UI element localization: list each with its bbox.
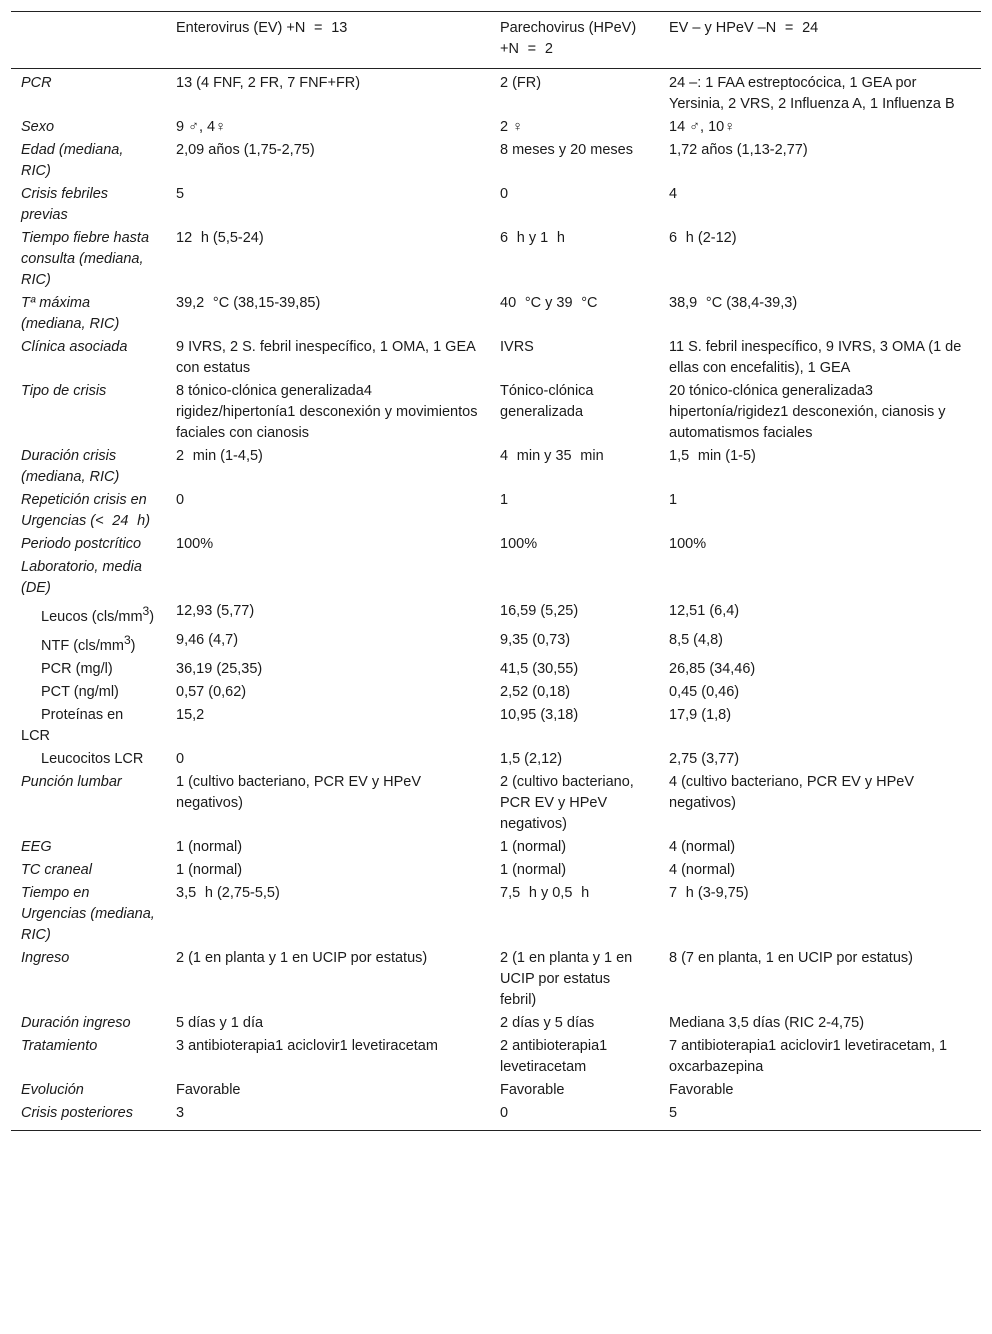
table-row — [11, 533, 981, 556]
table-row — [11, 1079, 981, 1102]
cell-c1: 2,09 años (1,75-2,75) — [176, 142, 315, 158]
table-row — [11, 629, 981, 658]
cell-c2: 6 h y 1 h — [500, 230, 565, 246]
table-header-row — [11, 12, 981, 69]
row-label-sub — [11, 600, 166, 629]
cell-c1: 9 IVRS, 2 S. febril inespecífico, 1 OMA, 1 GEA con estatus — [176, 339, 475, 376]
table-row — [11, 836, 981, 859]
table-row — [11, 292, 981, 336]
cell-c3: Mediana 3,5 días (RIC 2-4,75) — [669, 1014, 865, 1031]
cell-c1: 9 ♂, 4♀ — [176, 119, 226, 135]
cell-c2: 10,95 (3,18) — [500, 706, 579, 723]
cell-c3: 8,5 (4,8) — [669, 631, 723, 648]
cell-c1: 1 (normal) — [176, 838, 243, 855]
row-label: Repetición crisis en Urgencias (< 24 h) — [21, 492, 151, 529]
cell-c2: 2 (1 en planta y 1 en UCIP por estatus febril) — [500, 949, 633, 1008]
cell-c1: 8 tónico-clónica generalizada4 rigidez/hipertonía1 desconexión y movimientos faciales con cianosis — [176, 383, 478, 441]
cell-c3 — [659, 556, 981, 600]
row-label: Crisis febriles previas — [21, 186, 109, 223]
cell-c1 — [166, 556, 490, 600]
table-row — [11, 116, 981, 139]
cell-c1: 2 (1 en planta y 1 en UCIP por estatus) — [176, 949, 428, 966]
cell-c2: 2 (cultivo bacteriano, PCR EV y HPeV negativos) — [500, 773, 634, 832]
cell-c1: 0 — [176, 750, 185, 767]
cell-c3: 4 — [669, 186, 678, 202]
cell-c1: 36,19 (25,35) — [176, 660, 263, 677]
row-label: Ingreso — [21, 949, 70, 966]
row-label: Tiempo fiebre hasta consulta (mediana, RIC) — [21, 230, 150, 288]
cell-c3: 6 h (2-12) — [669, 230, 737, 246]
table-row — [11, 336, 981, 380]
row-label-sub — [11, 748, 166, 771]
table-row — [11, 859, 981, 882]
row-label: Periodo postcrítico — [21, 536, 142, 552]
cell-c3: 2,75 (3,77) — [669, 750, 740, 767]
cell-c2: 0 — [500, 186, 509, 202]
row-label-text: Leucos (cls/mm — [41, 608, 143, 625]
cell-c2: 4 min y 35 min — [500, 448, 604, 464]
row-label: EEG — [21, 838, 52, 855]
cell-c3: 4 (cultivo bacteriano, PCR EV y HPeV negativos) — [669, 773, 914, 811]
cell-c2: 2 días y 5 días — [500, 1014, 595, 1031]
row-label-sub — [11, 704, 166, 748]
table-row — [11, 183, 981, 227]
row-label: Edad (mediana, RIC) — [21, 142, 124, 179]
cell-c3: 26,85 (34,46) — [669, 660, 756, 677]
row-label-text: PCR (mg/l) — [41, 660, 113, 677]
row-label-sub — [11, 681, 166, 704]
cell-c3: 38,9 °C (38,4-39,3) — [669, 295, 798, 311]
cell-c1: 13 (4 FNF, 2 FR, 7 FNF+FR) — [176, 75, 361, 91]
cell-c2: 40 °C y 39 °C — [500, 295, 598, 311]
unit-superscript: 3 — [142, 604, 150, 618]
table-row — [11, 748, 981, 771]
cell-c3: 11 S. febril inespecífico, 9 IVRS, 3 OMA (1 de ellas con encefalitis), 1 GEA — [669, 339, 962, 376]
row-label: Tipo de crisis — [21, 383, 107, 399]
cell-c1: 39,2 °C (38,15-39,85) — [176, 295, 321, 311]
table-row — [11, 139, 981, 183]
cell-c3: 7 antibioterapia1 aciclovir1 levetiracetam, 1 oxcarbazepina — [669, 1037, 948, 1075]
table-row — [11, 69, 981, 117]
cell-c2: 9,35 (0,73) — [500, 631, 571, 648]
cell-c2: 1 — [500, 492, 509, 508]
row-label: Evolución — [21, 1081, 84, 1098]
cell-c1: 100% — [176, 536, 214, 552]
header-cell-negative: EV – y HPeV –N = 24 — [669, 20, 819, 36]
cell-c2: 41,5 (30,55) — [500, 660, 579, 677]
cell-c2: 2 antibioterapia1 levetiracetam — [500, 1037, 608, 1075]
cell-c2 — [490, 556, 659, 600]
cell-c2: 1 (normal) — [500, 861, 567, 878]
cell-c1: 0 — [176, 492, 185, 508]
row-label: Laboratorio, media (DE) — [21, 559, 142, 596]
clinical-comparison-table — [11, 11, 981, 1131]
cell-c1: 2 min (1-4,5) — [176, 448, 263, 464]
unit-close: ) — [130, 637, 136, 654]
cell-c3: 4 (normal) — [669, 861, 736, 878]
cell-c3: 12,51 (6,4) — [669, 603, 740, 619]
unit-close: ) — [149, 608, 155, 625]
cell-c1: 12,93 (5,77) — [176, 603, 255, 619]
row-label: Tratamiento — [21, 1037, 98, 1054]
cell-c3: 4 (normal) — [669, 838, 736, 855]
cell-c1: 3 — [176, 1104, 185, 1121]
row-label-sub — [11, 658, 166, 681]
cell-c3: 0,45 (0,46) — [669, 683, 740, 700]
table-row — [11, 947, 981, 1012]
table-body — [11, 69, 981, 1131]
table-row — [11, 556, 981, 600]
table-row — [11, 227, 981, 292]
cell-c2: Favorable — [500, 1081, 565, 1098]
cell-c2: 1 (normal) — [500, 838, 567, 855]
cell-c2: IVRS — [500, 339, 534, 355]
table-row — [11, 1012, 981, 1035]
cell-c2: 2 ♀ — [500, 119, 523, 135]
cell-c3: 100% — [669, 536, 707, 552]
table-row — [11, 489, 981, 533]
row-label-text: Proteínas en LCR — [21, 706, 124, 744]
cell-c2: 16,59 (5,25) — [500, 603, 579, 619]
cell-c1: 1 (normal) — [176, 861, 243, 878]
table-row — [11, 771, 981, 836]
cell-c1: 5 días y 1 día — [176, 1014, 264, 1031]
cell-c2: 8 meses y 20 meses — [500, 142, 633, 158]
row-label: PCR — [21, 75, 52, 91]
table-row — [11, 704, 981, 748]
cell-c2: 7,5 h y 0,5 h — [500, 884, 590, 901]
cell-c3: 1 — [669, 492, 678, 508]
cell-c3: 7 h (3-9,75) — [669, 884, 749, 901]
cell-c1: 3 antibioterapia1 aciclovir1 levetiracetam — [176, 1037, 438, 1054]
header-cell-parechovirus: Parechovirus (HPeV) +N = 2 — [500, 20, 637, 57]
cell-c3: 17,9 (1,8) — [669, 706, 732, 723]
cell-c1: Favorable — [176, 1081, 241, 1098]
header-cell-enterovirus: Enterovirus (EV) +N = 13 — [176, 20, 348, 36]
row-label-text: Leucocitos LCR — [41, 750, 144, 767]
row-label-sub — [11, 629, 166, 658]
cell-c3: 1,5 min (1-5) — [669, 448, 756, 464]
cell-c3: 24 –: 1 FAA estreptocócica, 1 GEA por Yersinia, 2 VRS, 2 Influenza A, 1 Influenza B — [669, 75, 955, 112]
cell-c2: Tónico-clónica generalizada — [500, 383, 594, 420]
table-row — [11, 1102, 981, 1131]
row-label: TC craneal — [21, 861, 92, 878]
table-row — [11, 600, 981, 629]
row-label: Tiempo en Urgencias (mediana, RIC) — [21, 884, 155, 943]
row-label-text: NTF (cls/mm — [41, 637, 124, 654]
cell-c1: 3,5 h (2,75-5,5) — [176, 884, 280, 901]
table-row — [11, 445, 981, 489]
row-label: Clínica asociada — [21, 339, 128, 355]
row-label-text: PCT (ng/ml) — [41, 683, 119, 700]
cell-c2: 1,5 (2,12) — [500, 750, 563, 767]
table-row — [11, 1035, 981, 1079]
cell-c3: 5 — [669, 1104, 678, 1121]
cell-c1: 15,2 — [176, 706, 205, 723]
table-row — [11, 681, 981, 704]
row-label: Punción lumbar — [21, 773, 122, 790]
cell-c3: Favorable — [669, 1081, 734, 1098]
row-label: Tª máxima (mediana, RIC) — [21, 295, 120, 332]
cell-c2: 100% — [500, 536, 538, 552]
cell-c2: 2,52 (0,18) — [500, 683, 571, 700]
row-label: Sexo — [21, 119, 55, 135]
cell-c3: 8 (7 en planta, 1 en UCIP por estatus) — [669, 949, 913, 966]
cell-c1: 5 — [176, 186, 185, 202]
cell-c3: 20 tónico-clónica generalizada3 hipertonía/rigidez1 desconexión, cianosis y automatismos faciales — [669, 383, 946, 441]
cell-c1: 12 h (5,5-24) — [176, 230, 264, 246]
row-label: Crisis posteriores — [21, 1104, 133, 1121]
row-label: Duración ingreso — [21, 1014, 131, 1031]
table-row — [11, 882, 981, 947]
unit-superscript: 3 — [123, 632, 131, 647]
cell-c3: 1,72 años (1,13-2,77) — [669, 142, 808, 158]
header-cell-empty — [11, 12, 166, 69]
clinical-table-container — [11, 11, 981, 1131]
cell-c1: 9,46 (4,7) — [176, 631, 239, 648]
table-row — [11, 380, 981, 445]
cell-c2: 2 (FR) — [500, 75, 542, 91]
cell-c1: 1 (cultivo bacteriano, PCR EV y HPeV negativos) — [176, 773, 421, 811]
table-row — [11, 658, 981, 681]
cell-c1: 0,57 (0,62) — [176, 683, 247, 700]
row-label: Duración crisis (mediana, RIC) — [21, 448, 120, 485]
cell-c2: 0 — [500, 1104, 509, 1121]
cell-c3: 14 ♂, 10♀ — [669, 119, 736, 135]
